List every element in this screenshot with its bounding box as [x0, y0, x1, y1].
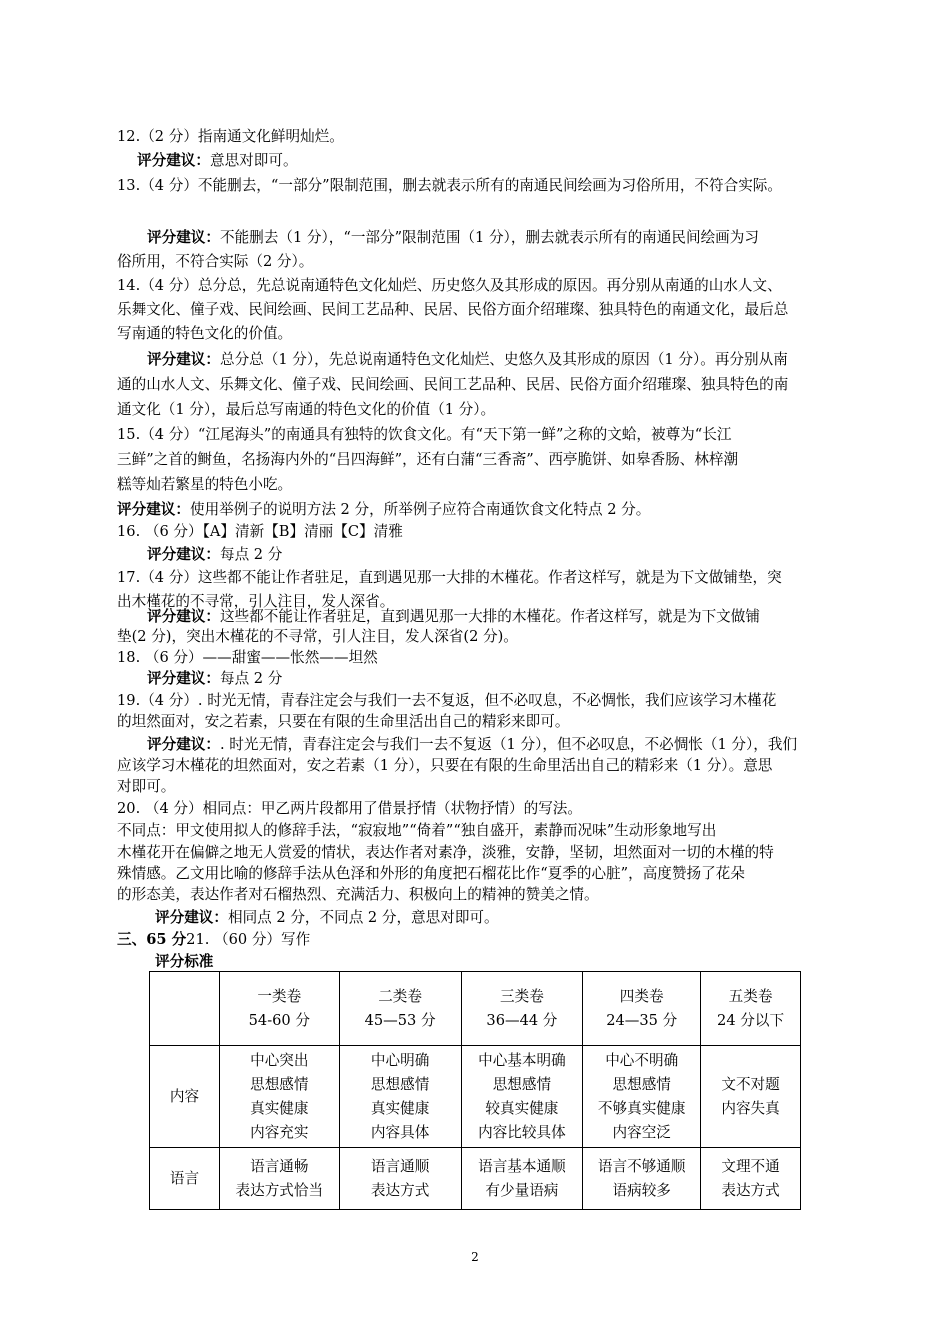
- scoring-text: 每点 2 分: [219, 670, 283, 687]
- content-cell: 中心明确 思想感情 真实健康 内容具体: [339, 1046, 461, 1148]
- q13-answer: 13.（4 分）不能删去，“一部分”限制范围，删去就表示所有的南通民间绘画为习俗所用，不符合实际。: [117, 177, 782, 194]
- q19-scoring-cont: 应该学习木槿花的坦然面对，安之若素（1 分），只要在有限的生命里活出自己的精彩来（1 分）。意思: [117, 757, 773, 774]
- section-3-text: 21. （60 分）写作: [186, 931, 311, 948]
- scoring-label: 评分建议：: [147, 608, 220, 625]
- q16-answer: 16. （6 分）【A】清新【B】清丽【C】清雅: [117, 523, 403, 540]
- table-row-language: [150, 1148, 801, 1210]
- q13-scoring-cont: 俗所用，不符合实际（2 分）。: [117, 253, 314, 270]
- q19-scoring-cont: 对即可。: [117, 778, 176, 795]
- scoring-label: 评分建议：: [147, 670, 220, 687]
- q20-line: 不同点：甲文使用拟人的修辞手法，“寂寂地”“倚着”“独自盛开，素静而况味”生动形象地写出: [117, 822, 717, 839]
- q14-scoring-cont: 通文化（1 分），最后总写南通的特色文化的价值（1 分）。: [117, 401, 496, 418]
- scoring-text: 意思对即可。: [209, 152, 298, 169]
- grading-table: [149, 971, 801, 1210]
- header-cell: 二类卷 45—53 分: [339, 972, 461, 1046]
- scoring-label: 评分建议：: [147, 736, 220, 753]
- scoring-text: 使用举例子的说明方法 2 分，所举例子应符合南通饮食文化特点 2 分。: [189, 501, 651, 518]
- header-cell: 三类卷 36—44 分: [461, 972, 583, 1046]
- q15-scoring: [117, 500, 650, 520]
- q19-scoring: [147, 735, 797, 755]
- language-cell: 语言基本通顺 有少量语病: [461, 1148, 583, 1210]
- row-label-language: 语言: [150, 1148, 220, 1210]
- scoring-label: 评分建议：: [137, 152, 210, 169]
- section-3-label: 三、65 分: [117, 931, 187, 948]
- q12-answer: 12.（2 分）指南通文化鲜明灿烂。: [117, 128, 344, 145]
- scoring-text: . 时光无情，青春注定会与我们一去不复返（1 分），但不必叹息，不必惆怅（1 分），我们: [219, 736, 798, 753]
- language-cell: 文理不通 表达方式: [701, 1148, 801, 1210]
- row-label-content: 内容: [150, 1046, 220, 1148]
- q13-scoring: [147, 228, 759, 248]
- scoring-label: 评分建议：: [117, 501, 190, 518]
- q19-line: 19.（4 分）. 时光无情，青春注定会与我们一去不复返，但不必叹息，不必惆怅，我们应该学习木槿花: [117, 692, 777, 709]
- q17-line: 17.（4 分）这些都不能让作者驻足，直到遇见那一大排的木槿花。作者这样写，就是为下文做铺垫，突: [117, 569, 782, 586]
- q20-line: 殊情感。乙文用比喻的修辞手法从色泽和外形的角度把石榴花比作“夏季的心脏”，高度赞扬了花朵: [117, 865, 745, 882]
- content-cell: 中心不明确 思想感情 不够真实健康 内容空泛: [583, 1046, 701, 1148]
- header-cell: 四类卷 24—35 分: [583, 972, 701, 1046]
- q20-scoring: [155, 908, 499, 928]
- content-cell: 中心基本明确 思想感情 较真实健康 内容比较具体: [461, 1046, 583, 1148]
- language-cell: 语言通畅 表达方式恰当: [219, 1148, 339, 1210]
- q15-line: 糕等灿若繁星的特色小吃。: [117, 476, 293, 493]
- header-cell: 五类卷 24 分以下: [701, 972, 801, 1046]
- content-cell: 中心突出 思想感情 真实健康 内容充实: [219, 1046, 339, 1148]
- q18-scoring: [147, 669, 282, 689]
- scoring-label: 评分建议：: [155, 909, 228, 926]
- table-corner-cell: [150, 972, 220, 1046]
- language-cell: 语言不够通顺 语病较多: [583, 1148, 701, 1210]
- scoring-label: 评分建议：: [147, 229, 220, 246]
- q18-answer: 18. （6 分）——甜蜜——怅然——坦然: [117, 649, 378, 666]
- q17-scoring-cont: 垫(2 分)，突出木槿花的不寻常，引人注目，发人深省(2 分)。: [117, 628, 518, 645]
- page-number: 2: [471, 1250, 479, 1264]
- q14-line: 写南通的特色文化的价值。: [117, 325, 293, 342]
- scoring-text: 每点 2 分: [219, 546, 283, 563]
- header-cell: 一类卷 54-60 分: [219, 972, 339, 1046]
- table-header-row: [150, 972, 801, 1046]
- content-cell: 文不对题 内容失真: [701, 1046, 801, 1148]
- scoring-text: 这些都不能让作者驻足，直到遇见那一大排的木槿花。作者这样写，就是为下文做铺: [219, 608, 760, 625]
- section-3-heading: [117, 930, 310, 950]
- scoring-text: 相同点 2 分，不同点 2 分，意思对即可。: [227, 909, 499, 926]
- q17-scoring: [147, 607, 760, 627]
- scoring-label: 评分建议：: [147, 351, 220, 368]
- language-cell: 语言通顺 表达方式: [339, 1148, 461, 1210]
- scoring-text: 不能删去（1 分），“一部分”限制范围（1 分），删去就表示所有的南通民间绘画为习: [219, 229, 759, 246]
- q15-line: 三鲜”之首的鲥鱼，名扬海内外的“吕四海鲜”，还有白蒲“三香斋”、西亭脆饼、如皋香肠、林梓潮: [117, 451, 739, 468]
- q20-line: 木槿花开在偏僻之地无人赏爱的情状，表达作者对素净，淡雅，安静，坚韧，坦然面对一切的木槿的特: [117, 844, 774, 861]
- scoring-text: 总分总（1 分），先总说南通特色文化灿烂、史悠久及其形成的原因（1 分）。再分别从南: [219, 351, 788, 368]
- q14-line: 乐舞文化、僮子戏、民间绘画、民间工艺品种、民居、民俗方面介绍璀璨、独具特色的南通文化，最后总: [117, 301, 789, 318]
- q20-line: 20. （4 分）相同点：甲乙两片段都用了借景抒情（状物抒情）的写法。: [117, 800, 582, 817]
- q19-line: 的坦然面对，安之若素，只要在有限的生命里活出自己的精彩来即可。: [117, 713, 570, 730]
- table-row-content: [150, 1046, 801, 1148]
- q17-line: 出木槿花的不寻常，引人注目，发人深省。: [117, 593, 395, 610]
- q16-scoring: [147, 545, 282, 565]
- q14-scoring: [147, 350, 788, 370]
- q14-scoring-cont: 通的山水人文、乐舞文化、僮子戏、民间绘画、民间工艺品种、民居、民俗方面介绍璀璨、独具特色的南: [117, 376, 789, 393]
- q20-line: 的形态美，表达作者对石榴热烈、充满活力、积极向上的精神的赞美之情。: [117, 886, 599, 903]
- scoring-label: 评分建议：: [147, 546, 220, 563]
- q12-scoring: [137, 151, 298, 171]
- criteria-title: 评分标准: [155, 953, 214, 970]
- q15-line: 15.（4 分）“江尾海头”的南通具有独特的饮食文化。有“天下第一鲜”之称的文蛤，被尊为“长江: [117, 426, 732, 443]
- q14-line: 14.（4 分）总分总，先总说南通特色文化灿烂、历史悠久及其形成的原因。再分别从南通的山水人文、: [117, 277, 782, 294]
